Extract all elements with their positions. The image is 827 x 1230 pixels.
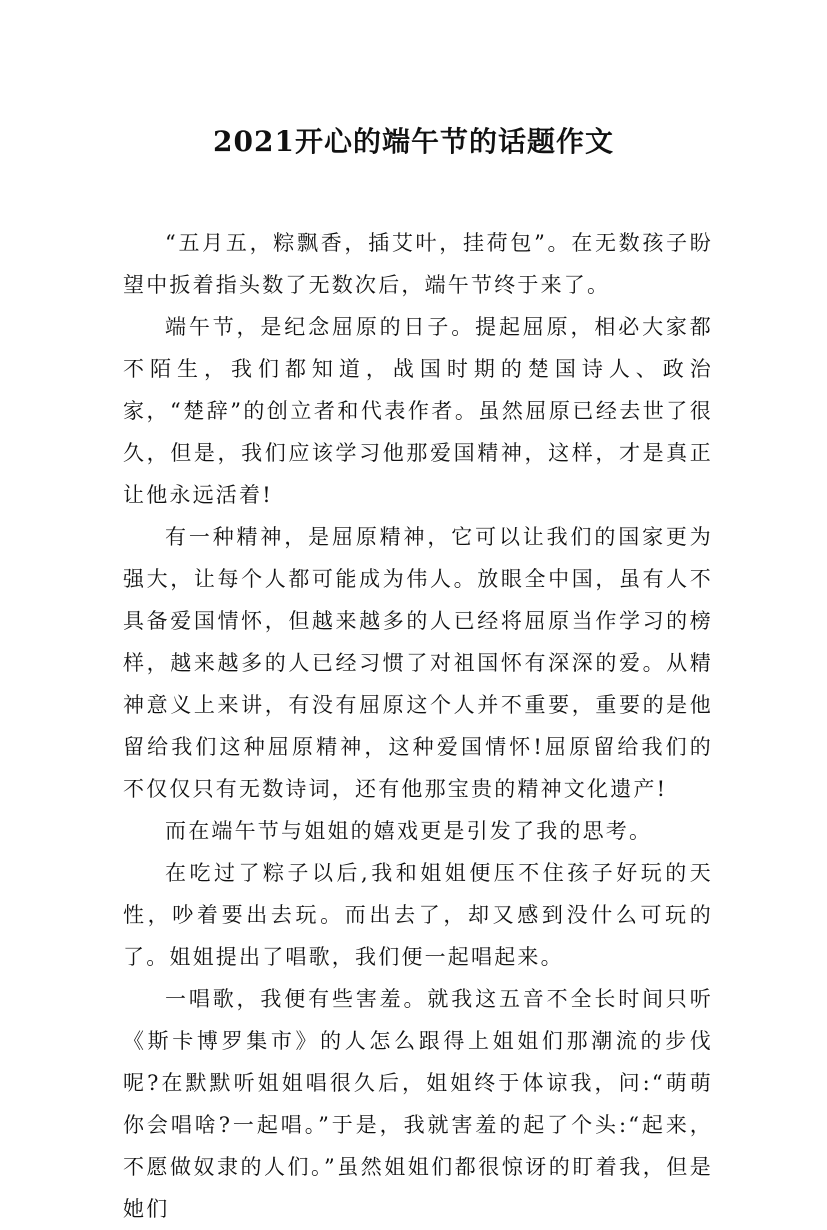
document-body [123, 222, 713, 1230]
paragraph: 在吃过了粽子以后,我和姐姐便压不住孩子好玩的天性，吵着要出去玩。而出去了，却又感到没什么可玩的了。姐姐提出了唱歌，我们便一起唱起来。 [123, 861, 713, 969]
paragraph: 有一种精神，是屈原精神，它可以让我们的国家更为强大，让每个人都可能成为伟人。放眼全中国，虽有人不具备爱国情怀，但越来越多的人已经将屈原当作学习的榜样，越来越多的人已经习惯了对祖国怀有深深的爱。从精神意义上来讲，有没有屈原这个人并不重要，重要的是他留给我们这种屈原精神，这种爱国情怀!屈原留给我们的不仅仅只有无数诗词，还有他那宝贵的精神文化遗产! [123, 525, 713, 801]
document-title: 2021开心的端午节的话题作文 [213, 124, 614, 158]
paragraph: 而在端午节与姐姐的嬉戏更是引发了我的思考。 [165, 819, 653, 843]
paragraph: 端午节，是纪念屈原的日子。提起屈原，相必大家都不陌生，我们都知道，战国时期的楚国诗人、政治家，“楚辞”的创立者和代表作者。虽然屈原已经去世了很久，但是，我们应该学习他那爱国精神，这样，才是真正让他永远活着! [123, 315, 713, 507]
paragraph: “五月五，粽飘香，插艾叶，挂荷包”。在无数孩子盼望中扳着指头数了无数次后，端午节终于来了。 [123, 231, 713, 297]
paragraph: 一唱歌，我便有些害羞。就我这五音不全长时间只听《斯卡博罗集市》的人怎么跟得上姐姐们那潮流的步伐呢?在默默听姐姐唱很久后，姐姐终于体谅我，问:“萌萌你会唱啥?一起唱。”于是，我就害羞的起了个头:“起来，不愿做奴隶的人们。”虽然姐姐们都很惊讶的盯着我，但是她们 [123, 987, 713, 1221]
